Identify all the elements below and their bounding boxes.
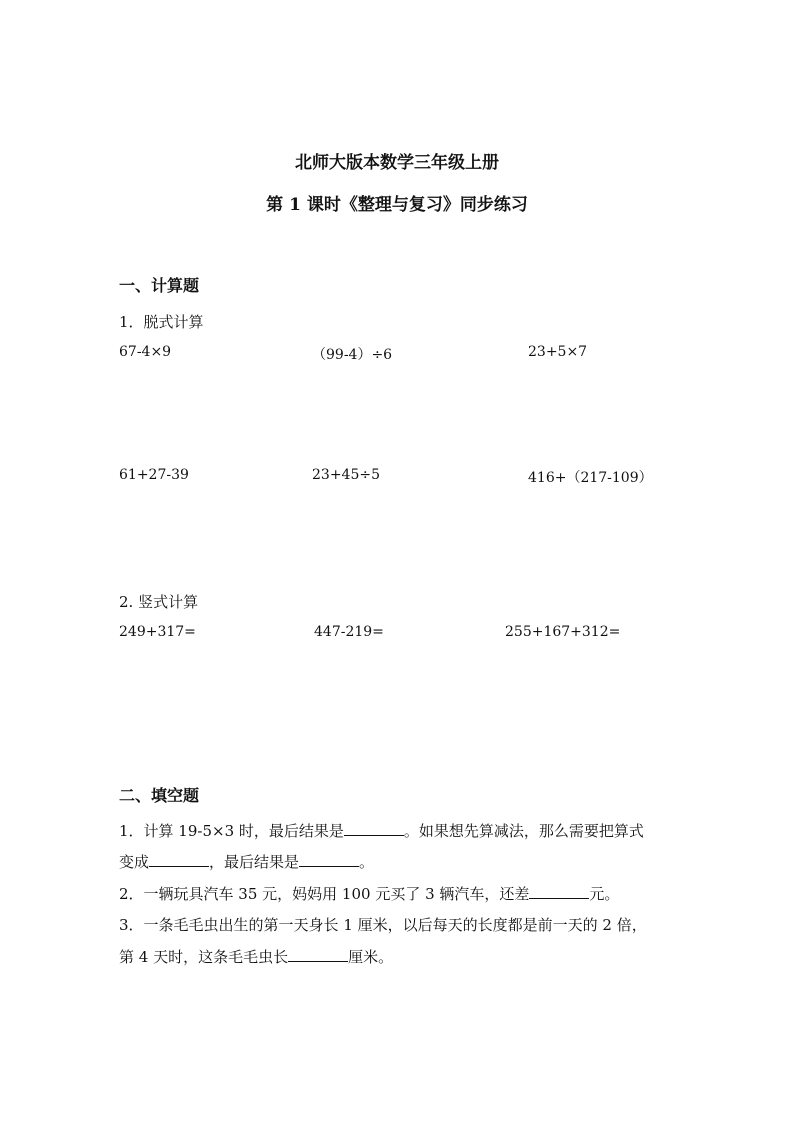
question-text: 。 (359, 853, 375, 871)
vertical-calc-item: 255+167+312= (505, 624, 621, 640)
section-heading-fill-blank: 二、填空题 (119, 786, 200, 805)
subsection-heading-step-calculation: 1．脱式计算 (119, 313, 204, 331)
question-text: 1．计算 19-5×3 时，最后结果是 (119, 822, 344, 840)
document-title: 北师大版本数学三年级上册 (295, 153, 499, 173)
answer-blank[interactable] (299, 852, 359, 867)
question-3-line-2 (119, 946, 393, 967)
question-text: ，最后结果是 (209, 853, 300, 871)
question-1-line-2 (119, 851, 374, 872)
vertical-calc-item: 447-219= (314, 624, 384, 640)
question-1-line-1 (119, 820, 644, 841)
subsection-heading-vertical-calculation: 2. 竖式计算 (119, 593, 199, 611)
question-text: 。如果想先算减法，那么需要把算式 (403, 822, 644, 840)
expression-item: 23+5×7 (528, 344, 588, 360)
expression-item: 67-4×9 (119, 344, 172, 360)
answer-blank[interactable] (529, 884, 589, 899)
expression-item: （99-4）÷6 (312, 347, 393, 363)
question-text: 2．一辆玩具汽车 35 元，妈妈用 100 元买了 3 辆汽车，还差 (119, 885, 530, 903)
answer-blank[interactable] (149, 852, 209, 867)
question-2-line (119, 883, 619, 904)
expression-item: 416+（217-109） (528, 470, 653, 486)
expression-item: 61+27-39 (119, 467, 189, 483)
question-3-line-1 (119, 914, 647, 935)
question-text: 厘米。 (348, 948, 394, 966)
answer-blank[interactable] (288, 947, 348, 962)
question-text: 3．一条毛毛虫出生的第一天身长 1 厘米，以后每天的长度都是前一天的 2 倍， (119, 916, 647, 934)
question-text: 第 4 天时，这条毛毛虫长 (119, 948, 289, 966)
answer-blank[interactable] (344, 821, 404, 836)
question-text: 变成 (119, 853, 150, 871)
question-text: 元。 (589, 885, 620, 903)
vertical-calc-item: 249+317= (119, 624, 196, 640)
section-heading-calculation: 一、计算题 (119, 276, 200, 295)
expression-item: 23+45÷5 (312, 467, 380, 483)
lesson-title: 第 1 课时《整理与复习》同步练习 (266, 195, 528, 215)
